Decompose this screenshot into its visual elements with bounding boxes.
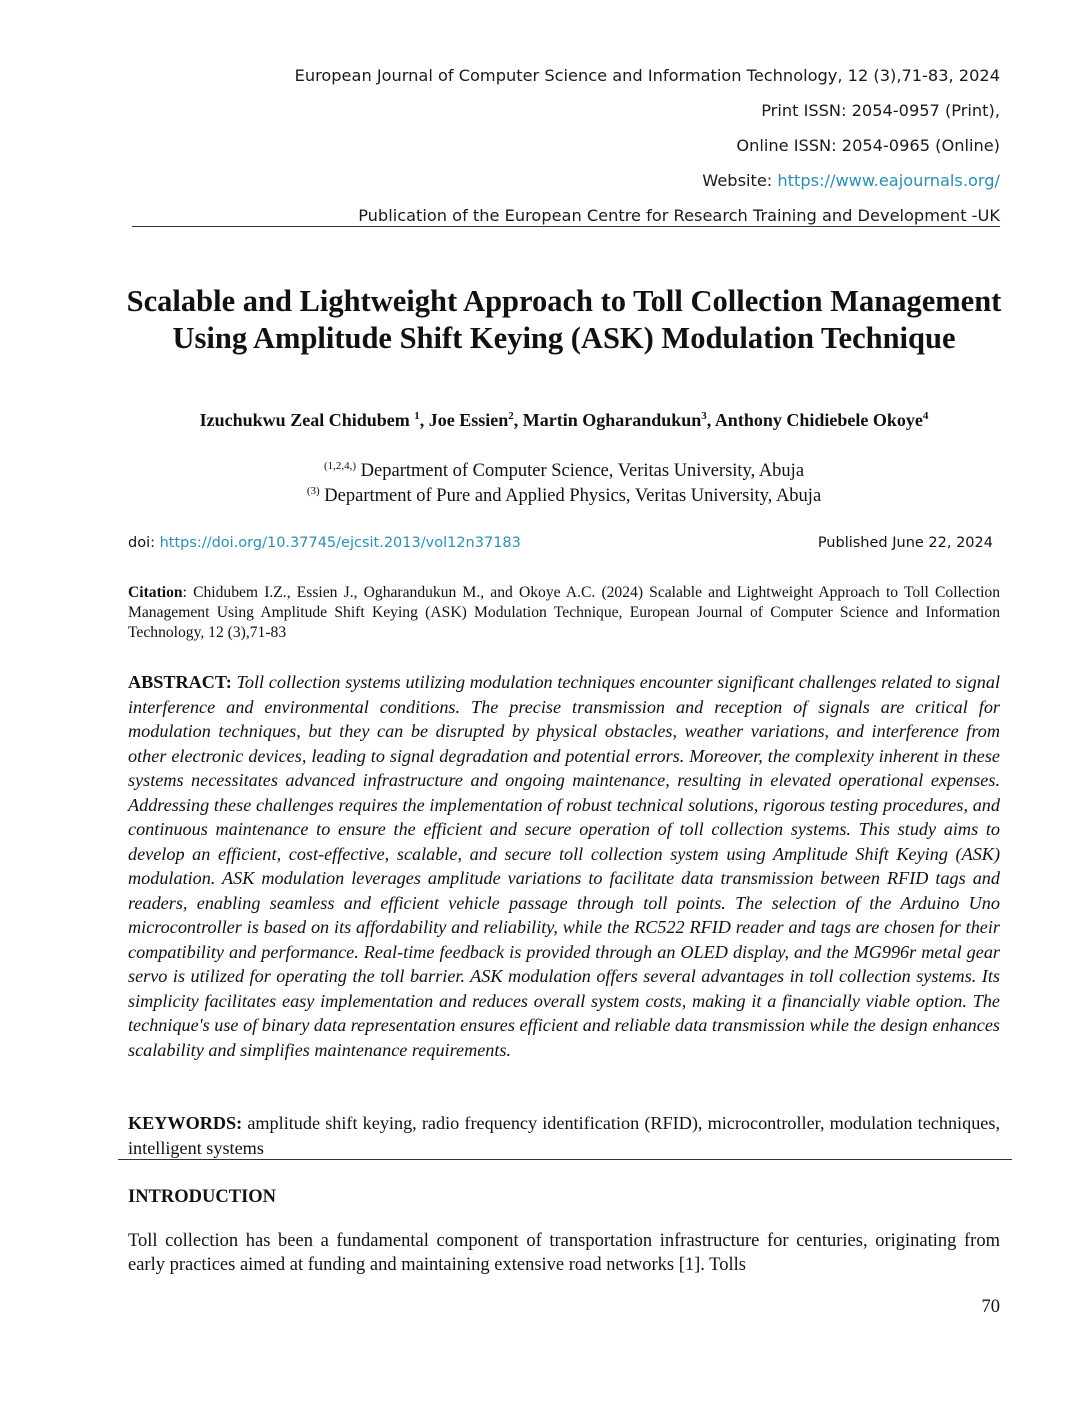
website-line (702, 171, 1000, 190)
abstract-text: Toll collection systems utilizing modulation techniques encounter significant challenges related to signal interference and environmental conditions. The precise transmission and reception of signals are critical for modulation techniques, but they can be disrupted by physical obstacles, weather variations, and interference from other electronic devices, leading to signal degradation and potential errors. Moreover, the complexity inherent in these systems necessitates advanced infrastructure and ongoing maintenance, resulting in elevated operational expenses. Addressing these challenges requires the implementation of robust technical solutions, rigorous testing procedures, and continuous maintenance to ensure the efficient and secure operation of toll collection systems. This study aims to develop an efficient, cost-effective, scalable, and secure toll collection system using Amplitude Shift Keying (ASK) modulation. ASK modulation leverages amplitude variations to facilitate data transmission between RFID tags and readers, enabling seamless and efficient vehicle passage through toll points. The selection of the Arduino Uno microcontroller is based on its affordability and reliability, while the RC522 RFID reader and tags are chosen for their compatibility and performance. Real-time feedback is provided through an OLED display, and the MG996r metal gear servo is utilized for operating the toll barrier. ASK modulation offers several advantages in toll collection systems. Its simplicity facilitates easy implementation and reduces overall system costs, making it a financially viable option. The technique's use of binary data representation ensures efficient and reliable data transmission while the design enhances scalability and simplifies maintenance requirements. (128, 672, 1000, 1060)
doi-link[interactable]: https://doi.org/10.37745/ejcsit.2013/vol12n37183 (159, 535, 521, 551)
citation-label: Citation (128, 584, 183, 601)
journal-line: European Journal of Computer Science and Information Technology, 12 (3),71-83, 2024 (294, 66, 1000, 85)
doi-line (128, 535, 521, 551)
paper-title: Scalable and Lightweight Approach to Toll Collection Management Using Amplitude Shift Keying (ASK) Modulation Technique (126, 284, 1002, 355)
header-divider (132, 226, 1000, 227)
website-link[interactable]: https://www.eajournals.org/ (777, 171, 1000, 190)
citation-text: : Chidubem I.Z., Essien J., Ogharandukun M., and Okoye A.C. (2024) Scalable and Lightweight Approach to Toll Collection Management Using Amplitude Shift Keying (ASK) Modulation Technique, European Journal of Computer Science and Information Technology, 12 (3),71-83 (128, 584, 1000, 641)
author-name: Anthony Chidiebele Okoye (714, 410, 923, 430)
print-issn: Print ISSN: 2054-0957 (Print), (761, 101, 1000, 120)
online-issn: Online ISSN: 2054-0965 (Online) (736, 136, 1000, 155)
affiliation-text: Department of Computer Science, Veritas University, Abuja (356, 461, 805, 482)
affiliation-sup: (1,2,4,) (323, 460, 357, 472)
introduction-text: Toll collection has been a fundamental component of transportation infrastructure for centuries, originating from early practices aimed at funding and maintaining extensive road networks [1]. Tolls (128, 1231, 1000, 1275)
keywords-text: amplitude shift keying, radio frequency identification (RFID), microcontroller, modulation techniques, intelligent systems (128, 1113, 1000, 1158)
affiliation (60, 460, 1068, 482)
abstract-label: ABSTRACT: (128, 672, 232, 692)
page-number: 70 (981, 1297, 1000, 1317)
author-name: Izuchukwu Zeal Chidubem (199, 410, 415, 430)
website-label: Website: (702, 171, 778, 190)
author-sup: 4 (922, 410, 929, 422)
author-sep: , (706, 410, 715, 430)
author-sep: , (513, 410, 523, 430)
introduction-heading: INTRODUCTION (128, 1187, 277, 1207)
published-date: Published June 22, 2024 (817, 535, 993, 551)
affiliation-text: Department of Pure and Applied Physics, Veritas University, Abuja (319, 486, 822, 507)
affiliation (60, 485, 1068, 507)
affiliation-sup: (3) (306, 485, 320, 497)
author-sup: 3 (701, 410, 707, 422)
author-name: Joe Essien (428, 410, 509, 430)
author-list (60, 410, 1068, 431)
citation (128, 583, 1000, 643)
author-sup: 1 (414, 410, 420, 422)
author-name: Martin Ogharandukun (522, 410, 702, 430)
abstract (128, 670, 1000, 1062)
publication-line: Publication of the European Centre for Research Training and Development -UK (358, 206, 1000, 225)
keywords-label: KEYWORDS: (128, 1113, 243, 1133)
keywords-divider (118, 1159, 1012, 1160)
author-sup: 2 (508, 410, 514, 422)
author-sep: , (419, 410, 429, 430)
keywords (128, 1111, 1000, 1160)
doi-label: doi: (128, 535, 160, 551)
